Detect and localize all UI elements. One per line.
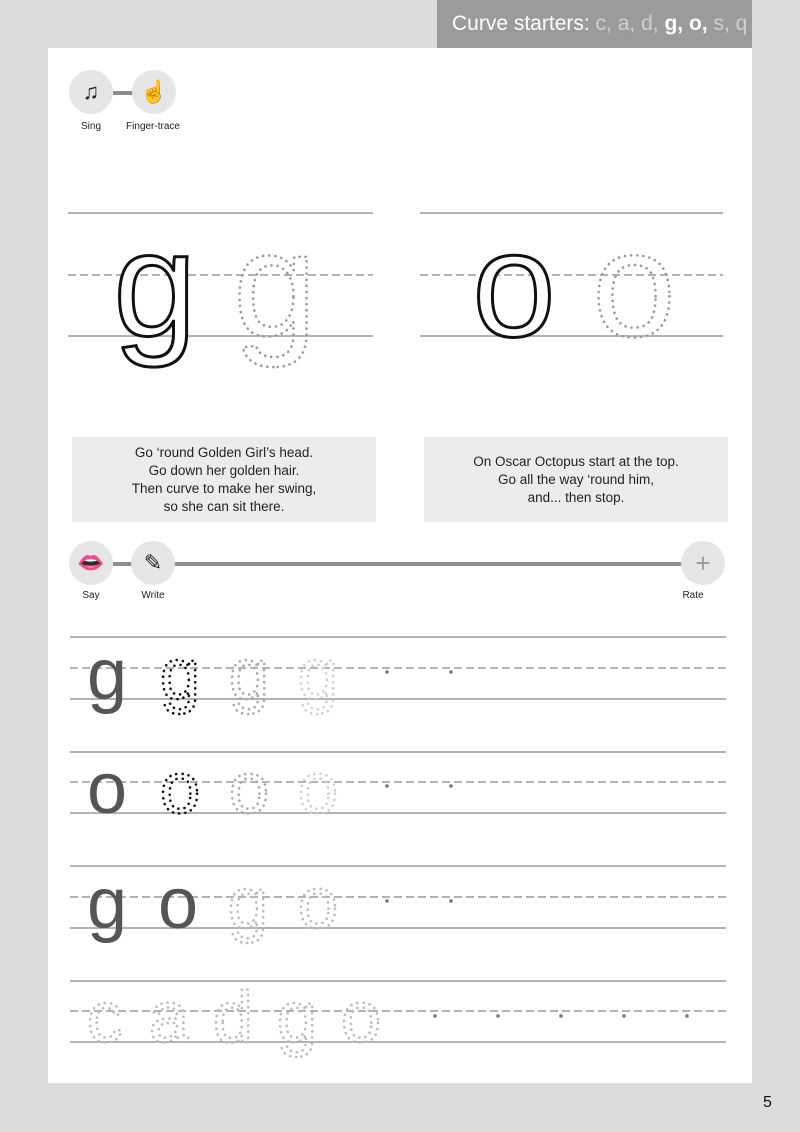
- header-title: Curve starters:: [452, 12, 596, 35]
- header-letter: s,: [713, 12, 736, 35]
- dotted-letter: o: [297, 749, 339, 829]
- rhyme-line: and... then stop.: [527, 489, 625, 505]
- rate-label: Rate: [682, 590, 704, 601]
- dotted-letter: o: [228, 749, 270, 829]
- dotted-letter: a: [148, 978, 190, 1058]
- model-letter: g: [113, 200, 197, 368]
- dotted-letter: o: [592, 200, 676, 368]
- header-letter: o,: [688, 12, 714, 35]
- model-letter: o: [86, 749, 128, 829]
- start-dot: [559, 1014, 563, 1018]
- dotted-letter: g: [227, 864, 269, 944]
- music-note-icon: ♫: [69, 70, 113, 114]
- dotted-letter: d: [212, 978, 254, 1058]
- rhyme-line: Go all the way ‘round him,: [497, 471, 655, 487]
- start-dot: [449, 784, 453, 788]
- dotted-letter: g: [159, 635, 201, 715]
- dotted-letter: g: [233, 200, 317, 368]
- dotted-letter: g: [276, 978, 318, 1058]
- rhyme-line: Go down her golden hair.: [148, 462, 300, 478]
- dotted-letter: o: [340, 978, 382, 1058]
- header-letter: a,: [617, 12, 642, 35]
- rhyme-line: Then curve to make her swing,: [131, 480, 317, 496]
- start-dot: [622, 1014, 626, 1018]
- header-letter: q: [735, 12, 748, 35]
- start-dot: [433, 1014, 437, 1018]
- model-letter: o: [472, 200, 556, 368]
- header-letter: g,: [664, 12, 689, 35]
- finger-pointing-icon: ☝: [132, 70, 176, 114]
- start-dot: [685, 1014, 689, 1018]
- dotted-letter: g: [297, 635, 339, 715]
- start-dot: [496, 1014, 500, 1018]
- rhyme-line: Go ‘round Golden Girl’s head.: [134, 444, 314, 460]
- dotted-letter: g: [228, 635, 270, 715]
- start-dot: [449, 899, 453, 903]
- say-label: Say: [82, 590, 100, 601]
- header-letter: c,: [595, 12, 618, 35]
- model-letter: g: [86, 635, 128, 715]
- finger-trace-label: Finger-trace: [126, 121, 180, 132]
- header-letter: d,: [641, 12, 665, 35]
- start-dot: [385, 784, 389, 788]
- lips-icon: 👄: [69, 541, 113, 585]
- model-letter: g: [86, 864, 128, 944]
- start-dot: [449, 670, 453, 674]
- rhyme-line: so she can sit there.: [163, 498, 285, 514]
- pencil-icon: ✎: [131, 541, 175, 585]
- rhyme-box-g: [72, 437, 376, 522]
- start-dot: [385, 899, 389, 903]
- rhyme-box-o: [424, 437, 728, 522]
- write-label: Write: [141, 590, 165, 601]
- start-dot: [385, 670, 389, 674]
- sing-label: Sing: [80, 121, 101, 132]
- dotted-letter: c: [87, 978, 123, 1058]
- plus-rate-icon[interactable]: +: [681, 541, 725, 585]
- dotted-letter: o: [297, 864, 339, 944]
- page-number: 5: [763, 1094, 772, 1111]
- rhyme-line: On Oscar Octopus start at the top.: [473, 453, 679, 469]
- dotted-letter: o: [159, 749, 201, 829]
- model-letter: o: [157, 864, 199, 944]
